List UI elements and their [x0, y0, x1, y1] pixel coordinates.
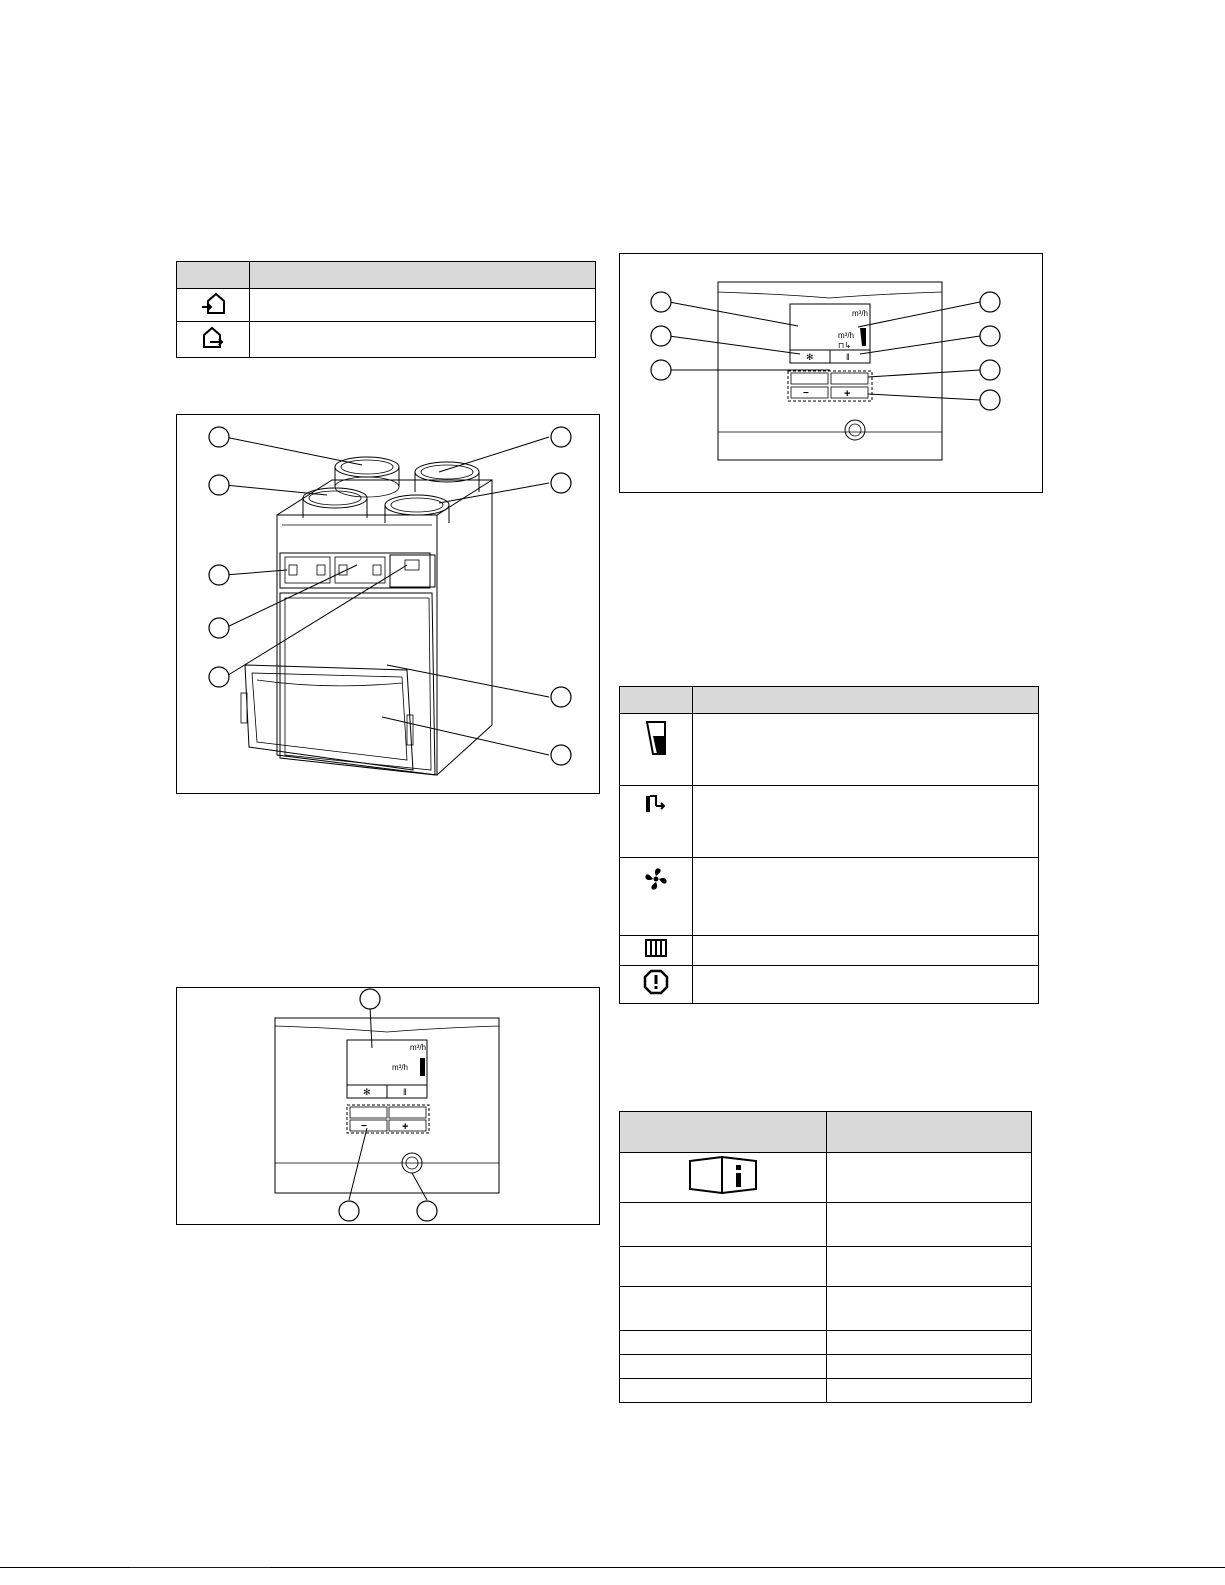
table-header-cell	[693, 687, 1039, 714]
bypass-icon: ‖	[403, 1087, 407, 1097]
callout-marker	[339, 1201, 359, 1221]
callout-marker	[980, 326, 1000, 346]
table-row	[620, 936, 1039, 966]
ventilation-unit-illustration	[177, 415, 599, 793]
control-panel-illustration	[177, 988, 599, 1224]
callout-marker	[551, 687, 571, 707]
table-header-cell	[620, 687, 693, 714]
table-cell	[620, 1153, 827, 1203]
table-cell	[827, 1247, 1032, 1287]
plus-icon: +	[844, 388, 851, 400]
table-cell	[620, 1355, 827, 1379]
bypass-softkey[interactable]	[387, 1085, 427, 1098]
table-cell	[693, 714, 1039, 786]
table-row	[620, 1153, 1032, 1203]
table-cell	[827, 1379, 1032, 1403]
control-strip	[280, 553, 435, 588]
callout-marker	[551, 427, 571, 447]
callout-marker	[980, 390, 1000, 410]
minus-icon: −	[361, 1121, 367, 1132]
table-cell	[827, 1203, 1032, 1247]
left-upper-button[interactable]	[791, 373, 828, 384]
unit-overview-figure	[176, 414, 600, 794]
duct-spigot-front-right	[385, 495, 449, 523]
table-row	[620, 1379, 1032, 1403]
table-cell	[620, 1203, 827, 1247]
table-cell	[620, 966, 693, 1004]
minus-icon: −	[803, 388, 809, 399]
right-upper-button[interactable]	[389, 1107, 426, 1118]
callout-marker	[551, 745, 571, 765]
table-row	[620, 1247, 1032, 1287]
right-upper-button[interactable]	[831, 373, 868, 384]
duct-spigot-rear-right	[415, 462, 479, 492]
fan-icon: ✻	[363, 1087, 371, 1097]
table-row	[620, 1355, 1032, 1379]
warning-exclamation-icon	[643, 969, 669, 995]
callout-marker	[209, 565, 229, 585]
documentation-table	[619, 1111, 1032, 1403]
table-cell	[620, 858, 693, 936]
table-row	[620, 966, 1039, 1004]
minus-button[interactable]	[791, 387, 828, 398]
callout-marker	[209, 475, 229, 495]
callout-marker	[551, 473, 571, 493]
callout-marker	[980, 360, 1000, 380]
table-cell	[620, 1379, 827, 1403]
power-button[interactable]	[845, 420, 865, 440]
table-cell	[827, 1153, 1032, 1203]
table-row	[620, 1203, 1032, 1247]
table-row	[620, 1287, 1032, 1331]
callout-marker	[209, 667, 229, 687]
manual-info-icon	[686, 1155, 760, 1195]
table-row	[620, 1331, 1032, 1355]
front-cover	[241, 665, 413, 770]
table-cell	[827, 1287, 1032, 1331]
table-header-cell	[250, 262, 596, 289]
air-symbol-table	[176, 261, 596, 358]
table-cell	[620, 1247, 827, 1287]
bypass-softkey[interactable]	[830, 350, 870, 363]
table-row	[620, 858, 1039, 936]
table-cell	[250, 322, 596, 358]
control-panel-overview-figure	[176, 987, 600, 1225]
table-row	[620, 786, 1039, 858]
callout-marker	[209, 618, 229, 638]
table-cell	[620, 936, 693, 966]
bypass-icon	[644, 794, 668, 814]
table-cell	[620, 714, 693, 786]
callout-marker	[980, 292, 1000, 312]
fan-icon	[643, 866, 669, 892]
table-cell	[693, 936, 1039, 966]
callout-marker	[651, 326, 671, 346]
table-cell	[177, 289, 250, 322]
fan-icon: ✻	[806, 352, 814, 362]
radiator-icon	[645, 939, 667, 957]
callout-marker	[651, 292, 671, 312]
display-symbol-table	[619, 686, 1039, 1004]
table-cell	[827, 1331, 1032, 1355]
table-cell	[693, 786, 1039, 858]
bypass-icon: ‖	[846, 352, 850, 362]
minus-button[interactable]	[350, 1120, 387, 1131]
table-header-cell	[620, 1112, 827, 1153]
duct-spigot-rear-left	[335, 457, 399, 497]
table-cell	[177, 322, 250, 358]
fill-level-bar-icon	[645, 720, 667, 756]
table-cell	[693, 858, 1039, 936]
callout-marker	[360, 989, 380, 1009]
display-detail-illustration	[620, 254, 1042, 492]
table-header-cell	[827, 1112, 1032, 1153]
flow-unit-label: m³/h	[392, 1063, 408, 1072]
table-header-cell	[177, 262, 250, 289]
callout-marker	[209, 427, 229, 447]
callout-marker	[417, 1201, 437, 1221]
table-row	[177, 289, 596, 322]
table-row	[620, 714, 1039, 786]
house-air-outlet-icon	[200, 324, 226, 350]
flow-unit-label: m³/h	[410, 1043, 426, 1052]
table-cell	[250, 289, 596, 322]
plus-icon: +	[402, 1121, 409, 1133]
table-cell	[693, 966, 1039, 1004]
callout-marker	[651, 360, 671, 380]
table-row	[177, 322, 596, 358]
left-upper-button[interactable]	[350, 1107, 387, 1118]
bypass-icon: ⊓↳	[838, 341, 851, 350]
display-detail-figure	[619, 253, 1043, 493]
flow-unit-label: m³/h	[838, 331, 854, 340]
table-cell	[827, 1355, 1032, 1379]
flow-unit-label: m³/h	[852, 309, 868, 318]
house-air-inlet-icon	[200, 291, 226, 315]
table-cell	[620, 1287, 827, 1331]
footer-link[interactable]	[130, 1567, 270, 1568]
table-cell	[620, 786, 693, 858]
table-cell	[620, 1331, 827, 1355]
